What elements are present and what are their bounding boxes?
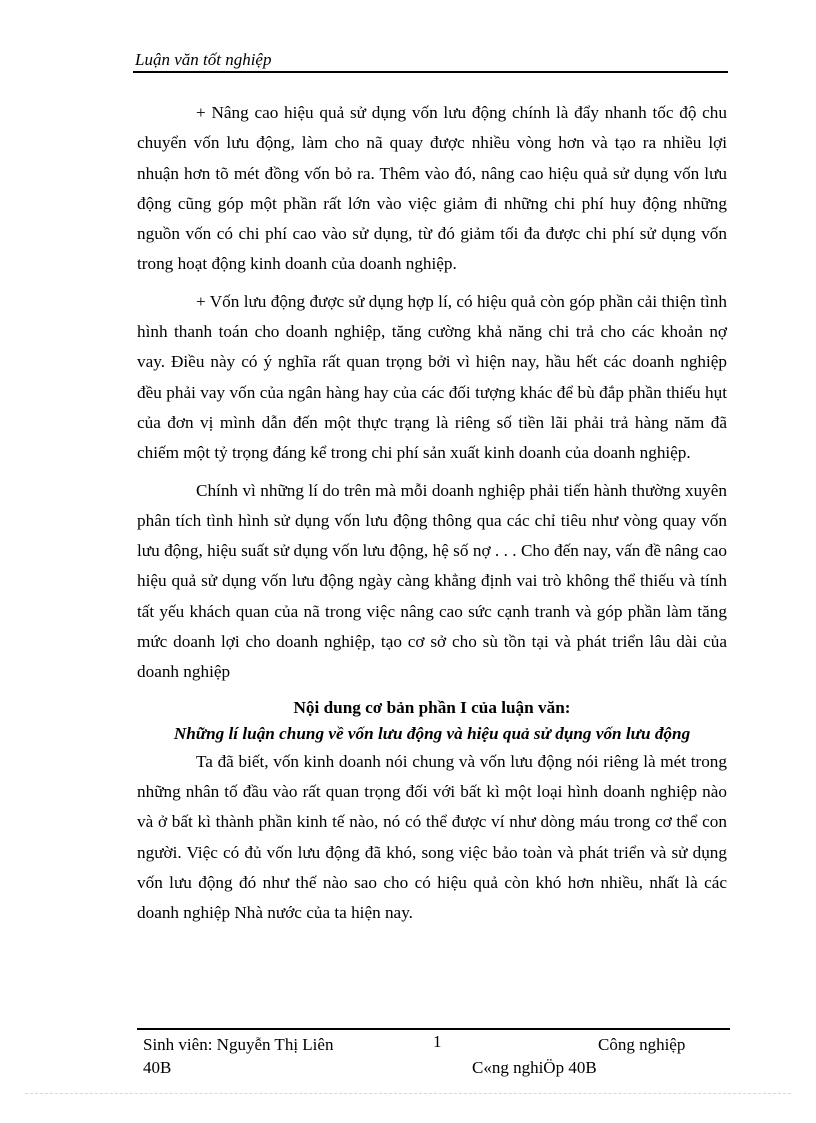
footer-department: Công nghiệp (598, 1035, 686, 1054)
section-heading: Nội dung cơ bản phần I của luận văn: (293, 697, 571, 717)
document-body (137, 98, 727, 928)
page-number: 1 (433, 1032, 442, 1051)
footer-department-code: C«ng nghiÖp 40B (472, 1058, 597, 1077)
paragraph-introduction: Ta đã biết, vốn kinh doanh nói chung và vốn lưu động nói riêng là mét trong những nhân tố đầu vào rất quan trọng đối với bất kì một loại hình doanh nghiệp nào và ở bất kì thành phần kinh tế nào, nó có thể được ví như dòng máu trong cơ thể con người. Việc có đủ vốn lưu động đã khó, song việc bảo toàn và phát triển và sử dụng vốn lưu động đó như thế nào sao cho có hiệu quả còn khó hơn nhiều, nhất là các doanh nghiệp Nhà nước của ta hiện nay. (137, 751, 727, 923)
section-subheading: Những lí luận chung về vốn lưu động và hiệu quả sử dụng vốn lưu động (173, 723, 691, 743)
footer-student-class: 40B (143, 1058, 172, 1077)
header-divider (133, 71, 728, 73)
document-header-title: Luận văn tốt nghiệp (135, 50, 272, 69)
paragraph-conclusion: Chính vì những lí do trên mà mỗi doanh nghiệp phải tiến hành thường xuyên phân tích tình hình sử dụng vốn lưu động thông qua các chỉ tiêu như vòng quay vốn lưu động, hiệu suất sử dụng vốn lưu động, hệ số nợ . . . Cho đến nay, vấn đề nâng cao hiệu quả sử dụng vốn lưu động ngày càng khẳng định vai trò không thể thiếu và tính tất yếu khách quan của nã trong việc nâng cao sức cạnh tranh và góp phần làm tăng mức doanh lợi cho doanh nghiệp, tạo cơ sở cho sù tồn tại và phát triển lâu dài của doanh nghiệp (137, 480, 727, 682)
footer-student-name: Sinh viên: Nguyễn Thị Liên (143, 1035, 334, 1054)
paragraph-efficiency: + Nâng cao hiệu quả sử dụng vốn lưu động chính là đẩy nhanh tốc độ chu chuyển vốn lưu động, làm cho nã quay được nhiều vòng hơn và tạo ra nhiều lợi nhuận hơn tõ mét đồng vốn bỏ ra. Thêm vào đó, nâng cao hiệu quả sử dụng vốn lưu động cũng góp một phần rất lớn vào việc giảm đi những chi phí huy động những nguồn vốn có chi phí cao vào sử dụng, từ đó giảm tối đa được chi phí sử dụng vốn trong hoạt động kinh doanh của doanh nghiệp. (137, 103, 727, 274)
paragraph-payment-capacity: + Vốn lưu động được sử dụng hợp lí, có hiệu quả còn góp phần cải thiện tình hình thanh toán cho doanh nghiệp, tăng cường khả năng chi trả cho các khoản nợ vay. Điều này có ý nghĩa rất quan trọng bởi vì hiện nay, hầu hết các doanh nghiệp đều phải vay vốn của ngân hàng hay của các đối tượng khác để bù đắp phần thiếu hụt của đơn vị mình dẫn đến một thực trạng là riêng số tiền lãi phải trả hàng năm đã chiếm một tỷ trọng đáng kể trong chi phí sản xuất kinh doanh của doanh nghiệp. (137, 291, 727, 463)
page-edge-divider (25, 1093, 791, 1094)
